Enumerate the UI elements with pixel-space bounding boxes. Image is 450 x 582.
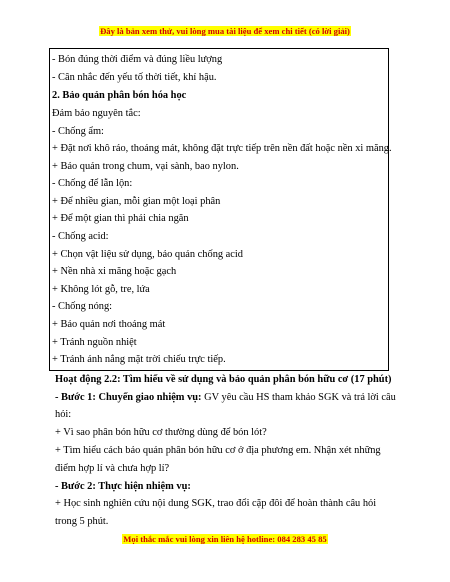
question-line: + Vì sao phân bón hữu cơ thường dùng để bón lót? xyxy=(55,427,267,438)
text-line: - Bón đúng thời điểm và đúng liều lượng xyxy=(52,54,223,65)
text-line: + Bảo quản trong chum, vại sành, bao nylon. xyxy=(52,161,239,172)
step1-line xyxy=(55,391,396,404)
step1-text: GV yêu cầu HS tham khảo SGK và trả lời câu xyxy=(201,392,396,403)
text-line: - Chống acid: xyxy=(52,231,109,242)
text-line: - Chống ẩm: xyxy=(52,126,104,137)
text-line: - Chống nóng: xyxy=(52,301,113,312)
text-line: + Nền nhà xi măng hoặc gạch xyxy=(52,266,177,277)
question-line: điểm hợp lí và chưa hợp lí? xyxy=(55,463,170,474)
step2-label: - Bước 2: Thực hiện nhiệm vụ: xyxy=(55,481,191,492)
text-line: + Bảo quản nơi thoáng mát xyxy=(52,319,166,330)
hotline-banner: Mọi thắc mắc vui lòng xin liên hệ hotline: 084 283 45 85 xyxy=(123,534,327,544)
text-line: + Để nhiều gian, mỗi gian một loại phân xyxy=(52,196,221,207)
activity-title: Hoạt động 2.2: Tìm hiểu về sử dụng và bảo quản phân bón hữu cơ (17 phút) xyxy=(55,374,392,385)
question-line: + Tìm hiểu cách bảo quản phân bón hữu cơ ở địa phương em. Nhận xét những xyxy=(55,445,381,456)
text-line: - Chống để lẫn lộn: xyxy=(52,178,133,189)
text-line: trong 5 phút. xyxy=(55,516,109,527)
text-line: + Tránh ánh nắng mặt trời chiếu trực tiếp. xyxy=(52,354,226,365)
text-line: hỏi: xyxy=(55,409,72,420)
preview-banner: Đây là bản xem thử, vui lòng mua tài liệu để xem chi tiết (có lời giải) xyxy=(100,26,350,36)
section-heading: 2. Bảo quản phân bón hóa học xyxy=(52,90,187,101)
step1-label: - Bước 1: Chuyển giao nhiệm vụ: xyxy=(55,392,202,403)
text-line: + Học sinh nghiên cứu nội dung SGK, trao đổi cặp đôi để hoàn thành câu hỏi xyxy=(55,498,377,509)
text-line: + Không lót gỗ, tre, lứa xyxy=(52,284,150,295)
text-line: + Chọn vật liệu sử dụng, bảo quản chống acid xyxy=(52,249,243,260)
text-line: Đảm bảo nguyên tắc: xyxy=(52,108,141,119)
text-line: - Cân nhắc đến yếu tố thời tiết, khí hậu. xyxy=(52,72,217,83)
text-line: + Tránh nguồn nhiệt xyxy=(52,337,137,348)
text-line: + Đặt nơi khô ráo, thoáng mát, không đặt trực tiếp trên nền đất hoặc nền xi măng. xyxy=(52,143,392,154)
text-line: + Để một gian thì phải chia ngăn xyxy=(52,213,189,224)
